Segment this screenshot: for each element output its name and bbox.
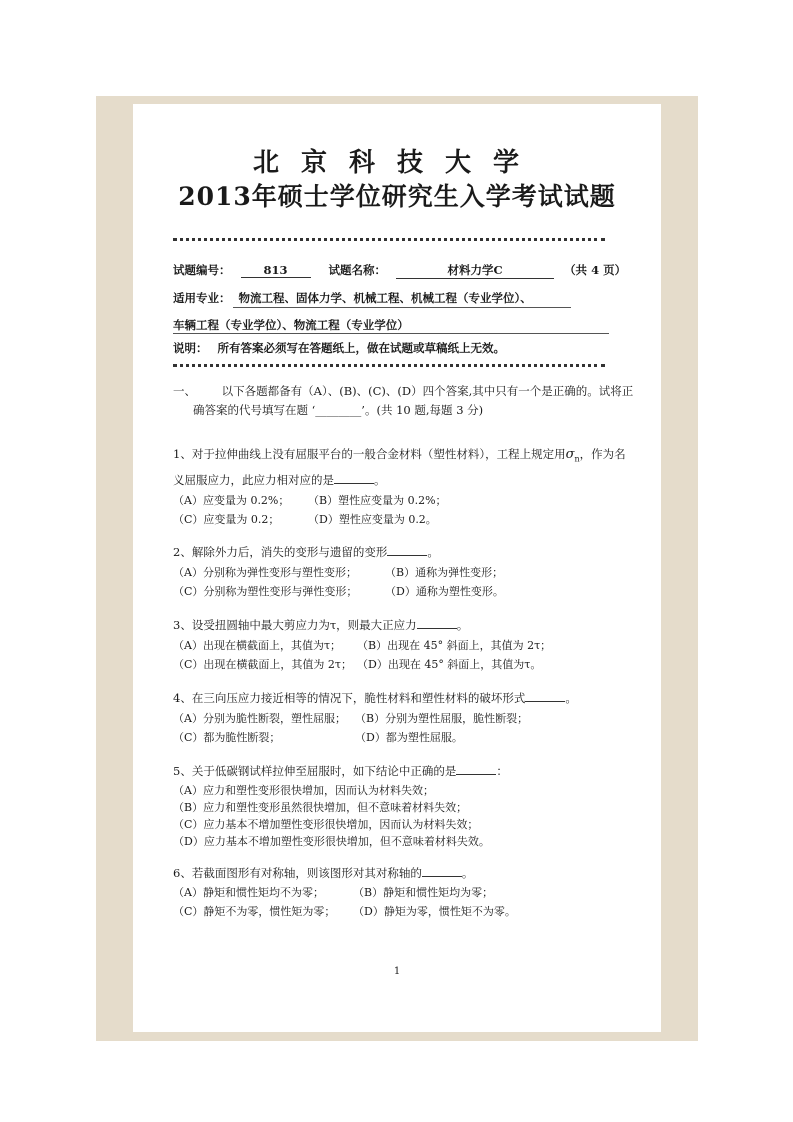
- major-underline-2: [173, 333, 609, 334]
- q2-option-b: （B）通称为弹性变形；: [385, 566, 504, 579]
- q6-option-c: （C）静矩不为零，惯性矩为零；: [173, 905, 336, 918]
- q6-option-d: （D）静矩为零，惯性矩不为零。: [353, 905, 516, 918]
- name-label: 试题名称：: [328, 263, 387, 277]
- major-row: [173, 290, 532, 306]
- q3-option-a: （A）出现在横截面上，其值为τ；: [173, 639, 342, 652]
- top-divider: [173, 238, 605, 241]
- bottom-divider: [173, 364, 605, 367]
- q4-option-d: （D）都为塑性屈服。: [355, 731, 463, 744]
- q5-option-a: （A）应力和塑性变形很快增加，因而认为材料失效；: [173, 784, 434, 797]
- major-line-1: 物流工程、固体力学、机械工程、机械工程（专业学位）、: [238, 291, 532, 305]
- q3-option-c: （C）出现在横截面上，其值为 2τ；: [173, 658, 352, 671]
- section-line-2: 确答案的代号填写在题 ‘________’。(共 10 题,每题 3 分): [193, 403, 484, 417]
- answer-blank: [456, 764, 496, 775]
- question-2-stem: 2、解除外力后，消失的变形与遗留的变形 。: [173, 545, 439, 559]
- q5-option-d: （D）应力基本不增加塑性变形很快增加，但不意味着材料失效。: [173, 835, 490, 848]
- note-label: 说明：: [173, 341, 208, 355]
- answer-blank: [422, 866, 462, 877]
- major-label: 适用专业：: [173, 291, 231, 305]
- q3-option-b: （B）出现在 45° 斜面上，其值为 2τ；: [357, 639, 552, 652]
- question-4-stem: 4、在三向压应力接近相等的情况下，脆性材料和塑性材料的破坏形式 。: [173, 691, 577, 705]
- exam-page: [133, 104, 661, 1032]
- q1-option-b: （B）塑性应变量为 0.2%；: [308, 494, 447, 507]
- code-label: 试题编号：: [173, 263, 231, 277]
- exam-title: 2013年硕士学位研究生入学考试试题: [178, 182, 616, 211]
- answer-blank: [525, 691, 565, 702]
- question-3-stem: 3、设受扭圆轴中最大剪应力为τ，则最大正应力 。: [173, 618, 469, 632]
- q4-option-c: （C）都为脆性断裂；: [173, 731, 281, 744]
- q5-option-c: （C）应力基本不增加塑性变形很快增加，因而认为材料失效；: [173, 818, 479, 831]
- answer-blank: [417, 618, 457, 629]
- q4-option-b: （B）分别为塑性屈服，脆性断裂；: [355, 712, 529, 725]
- q2-option-c: （C）分别称为塑性变形与弹性变形；: [173, 585, 358, 598]
- university-title: 北京科技大学: [252, 148, 541, 178]
- question-6-stem: 6、若截面图形有对称轴，则该图形对其对称轴的 。: [173, 866, 474, 880]
- answer-blank: [387, 545, 427, 556]
- question-1-stem: 1、对于拉伸曲线上没有屈服平台的一般合金材料（塑性材料），工程上规定用$\sigma_n$，作为名: [173, 447, 626, 464]
- q1-option-a: （A）应变量为 0.2%；: [173, 494, 290, 507]
- page-count: （共 4 页）: [564, 263, 627, 277]
- note-text: 所有答案必须写在答题纸上，做在试题或草稿纸上无效。: [217, 341, 506, 355]
- section-number: 一、: [173, 384, 196, 398]
- exam-code-row: [173, 262, 626, 279]
- q1-option-c: （C）应变量为 0.2；: [173, 513, 280, 526]
- q2-option-a: （A）分别称为弹性变形与塑性变形；: [173, 566, 357, 579]
- section-intro: [173, 383, 633, 399]
- name-value: 材料力学C: [396, 262, 554, 279]
- question-1-stem-cont: 义屈服应力，此应力相对应的是 。: [173, 473, 386, 487]
- question-5-stem: 5、关于低碳钢试样拉伸至屈服时，如下结论中正确的是 ：: [173, 764, 508, 778]
- q5-option-b: （B）应力和塑性变形虽然很快增加，但不意味着材料失效；: [173, 801, 468, 814]
- q6-option-a: （A）静矩和惯性矩均不为零；: [173, 886, 324, 899]
- major-underline-1: [233, 307, 571, 308]
- q1-option-d: （D）塑性应变量为 0.2。: [308, 513, 437, 526]
- q2-option-d: （D）通称为塑性变形。: [385, 585, 504, 598]
- section-line-1: 以下各题都备有（A）、(B)、(C)、(D）四个答案,其中只有一个是正确的。试将正: [221, 384, 634, 398]
- q3-option-d: （D）出现在 45° 斜面上，其值为τ。: [357, 658, 542, 671]
- q6-option-b: （B）静矩和惯性矩均为零；: [353, 886, 494, 899]
- page-number: 1: [393, 966, 401, 977]
- answer-blank: [334, 473, 374, 484]
- major-line-2: 车辆工程（专业学位）、物流工程（专业学位）: [173, 318, 409, 332]
- instruction-row: [173, 340, 505, 356]
- code-value: 813: [241, 263, 311, 278]
- q4-option-a: （A）分别为脆性断裂，塑性屈服；: [173, 712, 346, 725]
